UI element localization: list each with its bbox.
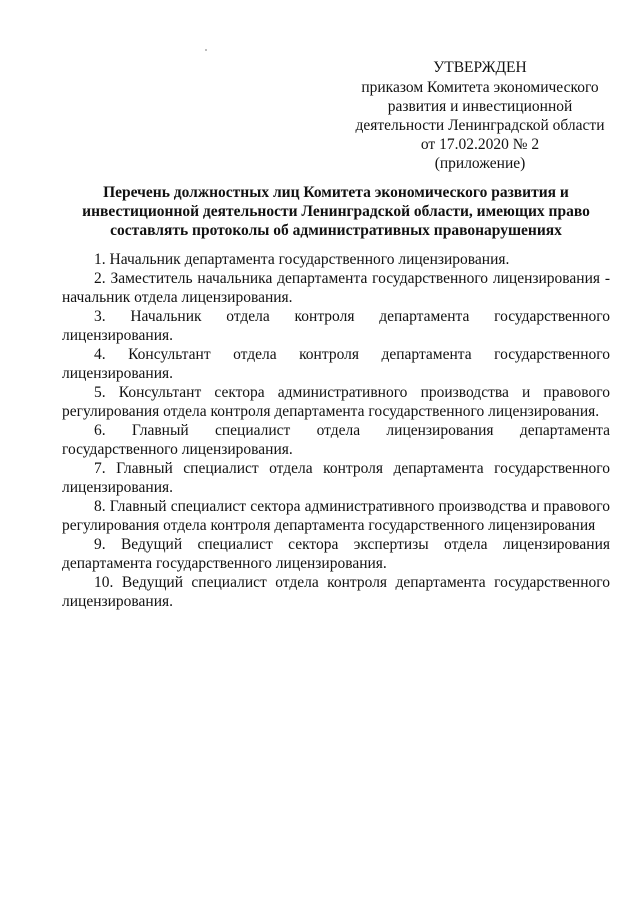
- list-item: 1. Начальник департамента государственного лицензирования.: [94, 251, 510, 268]
- document-heading: [62, 183, 610, 240]
- list-item: 10. Ведущий специалист отдела контроля департамента государственного лицензирования.: [62, 574, 610, 610]
- approval-line: деятельности Ленинградской области: [355, 117, 605, 134]
- list-item: 3. Начальник отдела контроля департамента государственного лицензирования.: [62, 308, 610, 344]
- list-item: 9. Ведущий специалист сектора экспертизы отдела лицензирования департамента государственного лицензирования.: [62, 536, 610, 572]
- approval-title: УТВЕРЖДЕН: [433, 59, 527, 76]
- approval-line: (приложение): [434, 155, 526, 172]
- list-item: 7. Главный специалист отдела контроля департамента государственного лицензирования.: [62, 460, 610, 496]
- approval-line: от 17.02.2020 № 2: [420, 136, 540, 153]
- heading-line: составлять протоколы об административных правонарушениях: [110, 222, 562, 239]
- approval-line: развития и инвестиционной: [387, 98, 573, 115]
- list-item: 5. Консультант сектора административного производства и правового регулирования отдела контроля департамента государственного лицензирования.: [62, 384, 610, 420]
- scan-speck: [205, 49, 207, 51]
- list-item: 8. Главный специалист сектора административного производства и правового регулирования отдела контроля департамента государственного лицензирования: [62, 498, 610, 534]
- approval-line: приказом Комитета экономического: [361, 79, 599, 96]
- heading-line: инвестиционной деятельности Ленинградской области, имеющих право: [82, 203, 590, 220]
- list-item: 6. Главный специалист отдела лицензирования департамента государственного лицензирования.: [62, 422, 610, 458]
- list-item: 2. Заместитель начальника департамента государственного лицензирования - начальник отдела лицензирования.: [62, 270, 610, 306]
- list-item: 4. Консультант отдела контроля департамента государственного лицензирования.: [62, 346, 610, 382]
- officials-list: [62, 250, 610, 611]
- heading-line: Перечень должностных лиц Комитета экономического развития и: [103, 184, 569, 201]
- approval-stamp-block: [340, 58, 620, 173]
